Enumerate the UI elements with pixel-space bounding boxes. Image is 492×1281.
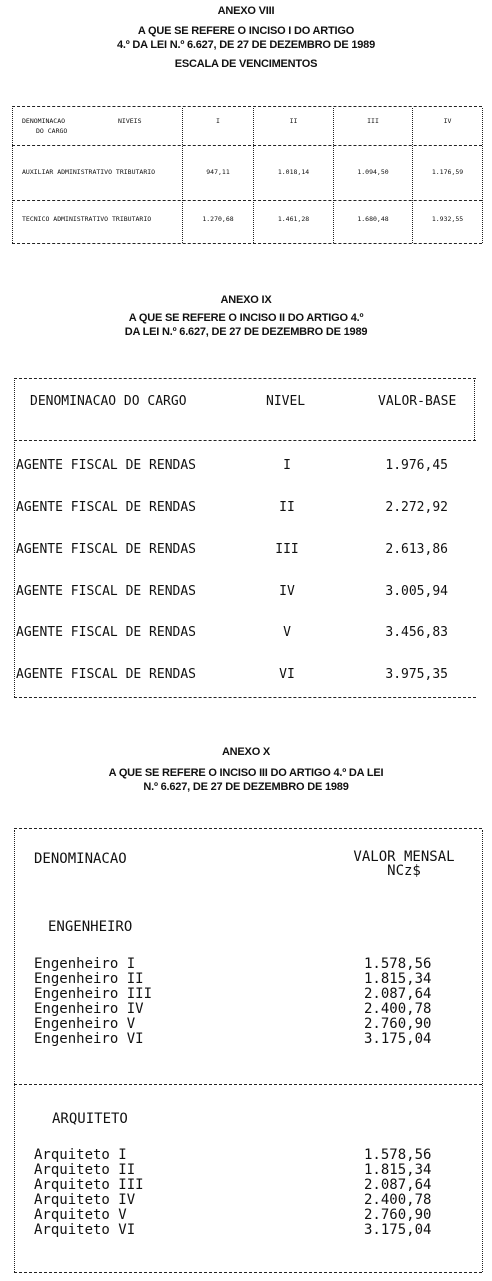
- value-cell: 1.461,28: [277, 215, 310, 223]
- header-valor-mensal: VALOR MENSAL: [353, 849, 455, 865]
- table-right-border: [482, 830, 483, 1272]
- valor-cell: 2.272,92: [385, 500, 448, 515]
- valor-cell: 1.578,56: [364, 956, 432, 972]
- column-divider: [12, 108, 13, 243]
- valor-cell: 2.760,90: [364, 1016, 432, 1032]
- value-cell: 1.094,50: [357, 168, 389, 176]
- valor-cell: 1.578,56: [364, 1147, 432, 1163]
- valor-cell: 3.975,35: [385, 667, 448, 682]
- cargo-cell: Engenheiro II: [34, 971, 144, 987]
- anexo10-title: ANEXO X: [221, 746, 271, 758]
- cargo-cell: AUXILIAR ADMINISTRATIVO TRIBUTARIO: [22, 168, 156, 176]
- valor-cell: 3.175,04: [364, 1031, 432, 1047]
- anexo8-subtitle-line1: A QUE SE REFERE O INCISO I DO ARTIGO: [137, 25, 355, 37]
- cargo-cell: Arquiteto I: [34, 1147, 127, 1163]
- header-level: III: [367, 117, 379, 125]
- value-cell: 947,11: [206, 168, 230, 176]
- value-cell: 1.680,48: [357, 215, 389, 223]
- table-rule: [12, 243, 482, 244]
- table-right-border: [474, 380, 475, 440]
- valor-cell: 2.400,78: [364, 1192, 432, 1208]
- table-rule: [14, 440, 476, 441]
- cargo-cell: AGENTE FISCAL DE RENDAS: [16, 458, 197, 473]
- header-do-cargo: DO CARGO: [36, 127, 68, 135]
- valor-cell: 3.456,83: [385, 625, 448, 640]
- cargo-cell: Engenheiro VI: [34, 1031, 144, 1047]
- table-rule: [14, 828, 482, 829]
- anexo8-title: ANEXO VIII: [217, 5, 275, 17]
- cargo-cell: Arquiteto V: [34, 1207, 127, 1223]
- valor-cell: 1.815,34: [364, 971, 432, 987]
- anexo8-subtitle-line2: 4.º DA LEI N.º 6.627, DE 27 DE DEZEMBRO DE 1989: [116, 39, 376, 51]
- nivel-cell: I: [283, 458, 291, 473]
- anexo10-subtitle-line2: N.º 6.627, DE 27 DE DEZEMBRO DE 1989: [143, 781, 349, 793]
- table-left-border: [14, 380, 15, 697]
- valor-cell: 2.400,78: [364, 1001, 432, 1017]
- cargo-cell: Engenheiro III: [34, 986, 153, 1002]
- cargo-cell: AGENTE FISCAL DE RENDAS: [16, 625, 197, 640]
- table-rule: [14, 378, 476, 379]
- table-left-border: [14, 830, 15, 1272]
- cargo-cell: AGENTE FISCAL DE RENDAS: [16, 584, 197, 599]
- cargo-cell: TECNICO ADMINISTRATIVO TRIBUTARIO: [22, 215, 152, 223]
- header-denominacao: DENOMINACAO: [22, 117, 66, 125]
- nivel-cell: V: [283, 625, 291, 640]
- valor-cell: 1.976,45: [385, 458, 448, 473]
- cargo-cell: Arquiteto IV: [34, 1192, 136, 1208]
- header-level: I: [216, 117, 220, 125]
- valor-cell: 2.087,64: [364, 986, 432, 1002]
- anexo9-title: ANEXO IX: [220, 294, 272, 306]
- cargo-cell: Engenheiro I: [34, 956, 136, 972]
- group-title: ENGENHEIRO: [48, 919, 133, 935]
- value-cell: 1.018,14: [277, 168, 310, 176]
- cargo-cell: Engenheiro V: [34, 1016, 136, 1032]
- valor-cell: 2.613,86: [385, 542, 448, 557]
- nivel-cell: III: [275, 542, 299, 557]
- cargo-cell: Arquiteto II: [34, 1162, 136, 1178]
- header-nivel: NIVEL: [266, 394, 306, 409]
- cargo-cell: AGENTE FISCAL DE RENDAS: [16, 500, 197, 515]
- valor-cell: 3.175,04: [364, 1222, 432, 1238]
- valor-cell: 3.005,94: [385, 584, 448, 599]
- value-cell: 1.270,68: [202, 215, 234, 223]
- value-cell: 1.176,59: [431, 168, 464, 176]
- header-cargo: DENOMINACAO DO CARGO: [30, 394, 187, 409]
- cargo-cell: Arquiteto VI: [34, 1222, 136, 1238]
- header-valor-base: VALOR-BASE: [378, 394, 457, 409]
- table-rule: [14, 1272, 482, 1273]
- header-currency: NCz$: [387, 863, 421, 879]
- header-niveis: NIVEIS: [118, 117, 142, 125]
- cargo-cell: AGENTE FISCAL DE RENDAS: [16, 542, 197, 557]
- anexo9-subtitle-line2: DA LEI N.º 6.627, DE 27 DE DEZEMBRO DE 1989: [124, 326, 368, 338]
- header-level: IV: [443, 117, 452, 125]
- nivel-cell: IV: [279, 584, 295, 599]
- table-rule: [14, 697, 476, 698]
- nivel-cell: II: [279, 500, 295, 515]
- cargo-cell: Engenheiro IV: [34, 1001, 144, 1017]
- cargo-cell: AGENTE FISCAL DE RENDAS: [16, 667, 197, 682]
- value-cell: 1.932,55: [431, 215, 464, 223]
- table-rule: [14, 1084, 482, 1085]
- valor-cell: 2.760,90: [364, 1207, 432, 1223]
- header-level: II: [289, 117, 298, 125]
- cargo-cell: Arquiteto III: [34, 1177, 144, 1193]
- anexo8-subtitle-line3: ESCALA DE VENCIMENTOS: [174, 58, 318, 70]
- valor-cell: 2.087,64: [364, 1177, 432, 1193]
- header-denominacao: DENOMINACAO: [34, 851, 127, 867]
- anexo9-subtitle-line1: A QUE SE REFERE O INCISO II DO ARTIGO 4.º: [128, 312, 364, 324]
- column-divider: [482, 108, 483, 243]
- nivel-cell: VI: [279, 667, 295, 682]
- table-rule: [12, 106, 482, 107]
- valor-cell: 1.815,34: [364, 1162, 432, 1178]
- anexo10-subtitle-line1: A QUE SE REFERE O INCISO III DO ARTIGO 4.º DA LEI: [108, 767, 384, 779]
- group-title: ARQUITETO: [52, 1111, 128, 1127]
